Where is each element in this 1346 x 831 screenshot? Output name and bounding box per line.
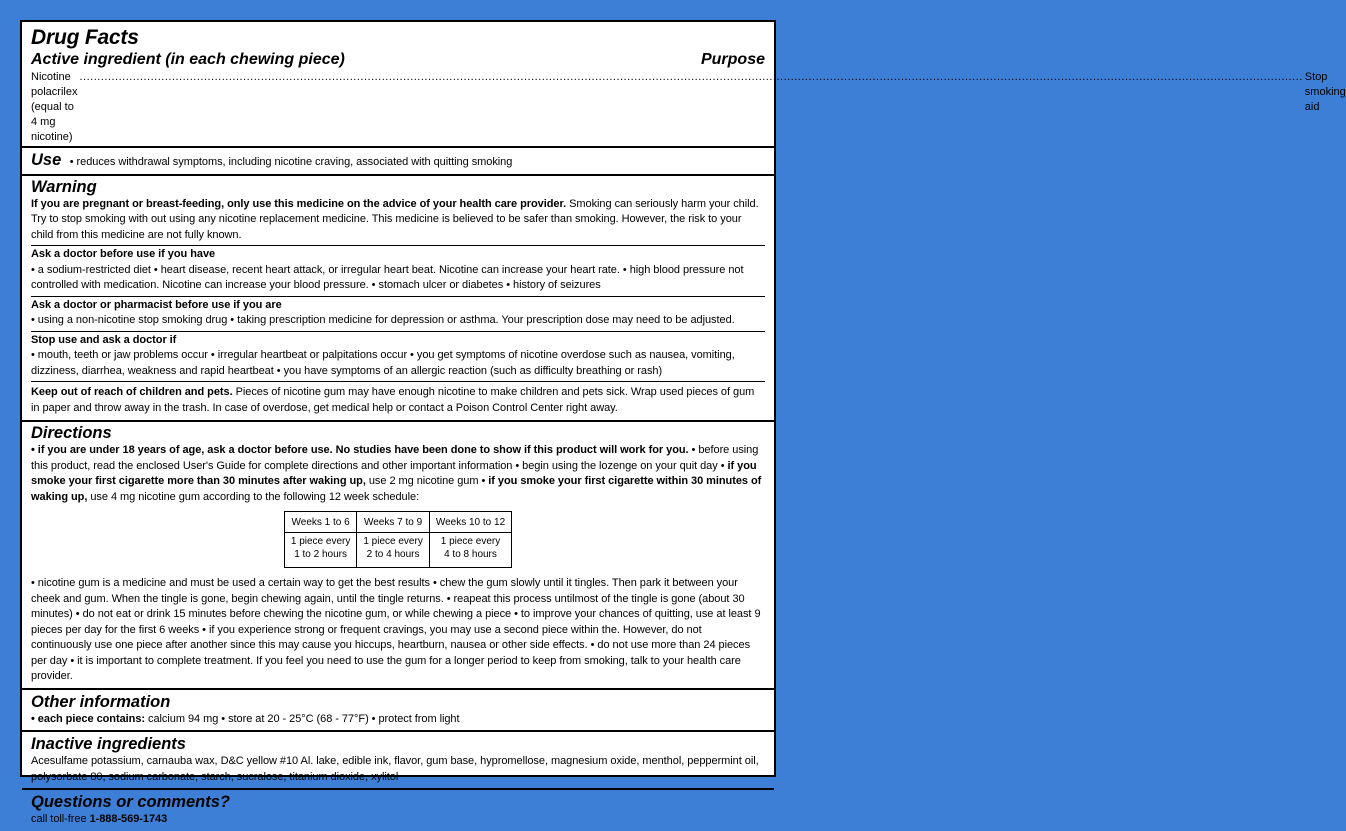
keep-out-section: [22, 382, 774, 420]
purpose-text: Stop smoking aid: [1304, 71, 1346, 113]
cell-line-1: 1 piece every: [363, 536, 423, 547]
other-information-section: [22, 688, 774, 731]
cell-line-2: 4 to 8 hours: [444, 549, 497, 560]
active-ingredient-heading: Active ingredient (in each chewing piece): [31, 51, 345, 68]
drug-facts-panel: [20, 20, 1346, 825]
stop-use-section: [22, 332, 774, 382]
table-cell: [429, 533, 511, 568]
other-information-text: [31, 712, 765, 728]
cell-line-1: 1 piece every: [290, 536, 351, 547]
questions-text: [31, 812, 765, 828]
drug-facts-title: Drug Facts: [31, 26, 139, 49]
warning-section: [22, 174, 774, 246]
table-cell: [357, 533, 429, 568]
active-ingredient-row: [31, 70, 1346, 145]
ask-doctor-text: • a sodium-restricted diet • heart disease, recent heart attack, or irregular heart beat. Nicotine can increase your heart rate. • high blood pressure not controlled with medication. Nicotine can increase your blood pressure. • stomach ulcer or diabetes • history of seizures: [31, 263, 744, 291]
cell-line-1: 1 piece every: [440, 536, 501, 547]
questions-call-text: call toll-free: [31, 813, 90, 825]
table-header-cell: Weeks 1 to 6: [284, 512, 356, 533]
active-ingredient-name: Nicotine polacrilex (equal to 4 mg nicotine): [31, 71, 78, 143]
inactive-ingredients-text: Acesulfame potassium, carnauba wax, D&C yellow #10 Al. lake, edible ink, flavor, gum base, hypromellose, magnesium oxide, menthol, peppermint oil, polysorbate 80, sodium carbonate, starch, sucralose, titanium dioxide, xylitol: [31, 755, 759, 783]
phone-number: 1-888-569-1743: [89, 813, 168, 825]
cell-line-2: 2 to 4 hours: [366, 549, 420, 560]
pregnancy-warning-text: Smoking can seriously harm your child. Try to stop smoking with out using any nicotine replacement medicine. This medicine is believed to be safer than smoking. However, the risk to your child from this medicine are not fully known.: [31, 197, 759, 241]
directions-text-2: use 2 mg nicotine gum •: [365, 475, 486, 487]
ask-doctor-section: [22, 246, 774, 296]
keep-out-bold: Keep out of reach of children and pets.: [31, 386, 233, 398]
ask-pharmacist-section: [22, 297, 774, 331]
table-header-cell: Weeks 7 to 9: [357, 512, 429, 533]
directions-details: • nicotine gum is a medicine and must be used a certain way to get the best results • chew the gum slowly until it tingles. Then park it between your cheek and gum. When the tingle is gone, begin chewing again, until the tingle returns. • reapeat this process untilmost of the tingle is gone (about 30 minutes) • do not eat or drink 15 minutes before chewing the nicotine gum, or while chewing a piece • to improve your chances of quitting, use at least 9 pieces per day for the first 6 weeks • if you experience strong or frequent cravings, you may use a second piece within the. However, do not continuously use one piece after another since this may cause you hiccups, heartburn, nausea or other side effects. • do not use more than 24 pieces per day • it is important to complete treatment. If you feel you need to use the gum for a longer period to keep from smoking, talk to your health care provider.: [31, 577, 761, 682]
active-ingredient-section: [22, 22, 1346, 146]
use-heading: Use: [31, 151, 62, 169]
other-information-bold: • each piece contains:: [31, 712, 146, 725]
leader-dots: ........................................................................................................................................................................................................................................................................................................................................................: [79, 71, 1303, 83]
inactive-ingredients-section: [22, 730, 774, 788]
use-section: [22, 146, 774, 174]
questions-heading: Questions or comments?: [31, 793, 230, 811]
directions-bold-2: if you smoke your first cigarette more than 30 minutes after waking up,: [31, 459, 757, 487]
ask-pharmacist-heading: Ask a doctor or pharmacist before use if you are: [31, 298, 282, 311]
other-information-heading: Other information: [31, 692, 171, 711]
table-header-cell: Weeks 10 to 12: [429, 512, 511, 533]
dosing-schedule-table: [284, 511, 512, 568]
warning-heading: Warning: [31, 177, 97, 196]
directions-section: [22, 420, 774, 688]
keep-out-rest: Pieces of nicotine gum may have enough nicotine to make children and pets sick. Wrap used pieces of gum in paper and throw away in the trash. In case of overdose, get medical help or contact a Poison Control Center right away.: [31, 386, 755, 414]
directions-bold-3: if you smoke your first cigarette within 30 minutes of waking up,: [31, 475, 762, 503]
keep-out-text: [31, 385, 765, 416]
directions-text-1: • before using this product, read the enclosed User's Guide for complete directions and other important information • begin using the lozenge on your quit day •: [31, 444, 759, 472]
table-row: [284, 533, 511, 568]
directions-bold-1: • if you are under 18 years of age, ask a doctor before use. No studies have been done to show if this product will work for you.: [31, 444, 689, 456]
inactive-ingredients-heading: Inactive ingredients: [31, 735, 186, 753]
table-header-row: [284, 512, 511, 533]
pregnancy-warning-bold: If you are pregnant or breast-feeding, only use this medicine on the advice of your health care provider.: [31, 197, 567, 210]
stop-use-heading: Stop use and ask a doctor if: [31, 333, 177, 346]
ask-doctor-heading: Ask a doctor before use if you have: [31, 248, 216, 260]
use-text: • reduces withdrawal symptoms, including nicotine craving, associated with quitting smoking: [69, 156, 513, 168]
questions-section: [22, 788, 774, 831]
cell-line-2: 1 to 2 hours: [294, 549, 347, 560]
directions-heading: Directions: [31, 424, 112, 442]
purpose-heading: Purpose: [700, 51, 765, 68]
directions-intro: [31, 443, 765, 505]
pregnancy-warning: [31, 197, 765, 244]
directions-text-3: use 4 mg nicotine gum according to the following 12 week schedule:: [87, 490, 420, 503]
stop-use-text: • mouth, teeth or jaw problems occur • irregular heartbeat or palpitations occur • you get symptoms of nicotine overdose such as nausea, vomiting, dizziness, diarrhea, weakness and rapid heartbeat • you have symptoms of an allergic reaction (such as difficulty breathing or rash): [31, 349, 735, 377]
table-cell: [284, 533, 356, 568]
ask-pharmacist-text: • using a non-nicotine stop smoking drug • taking prescription medicine for depression or asthma. Your prescription dose may need to be adjusted.: [31, 314, 735, 326]
other-information-rest: calcium 94 mg • store at 20 - 25°C (68 - 77°F) • protect from light: [145, 712, 460, 725]
